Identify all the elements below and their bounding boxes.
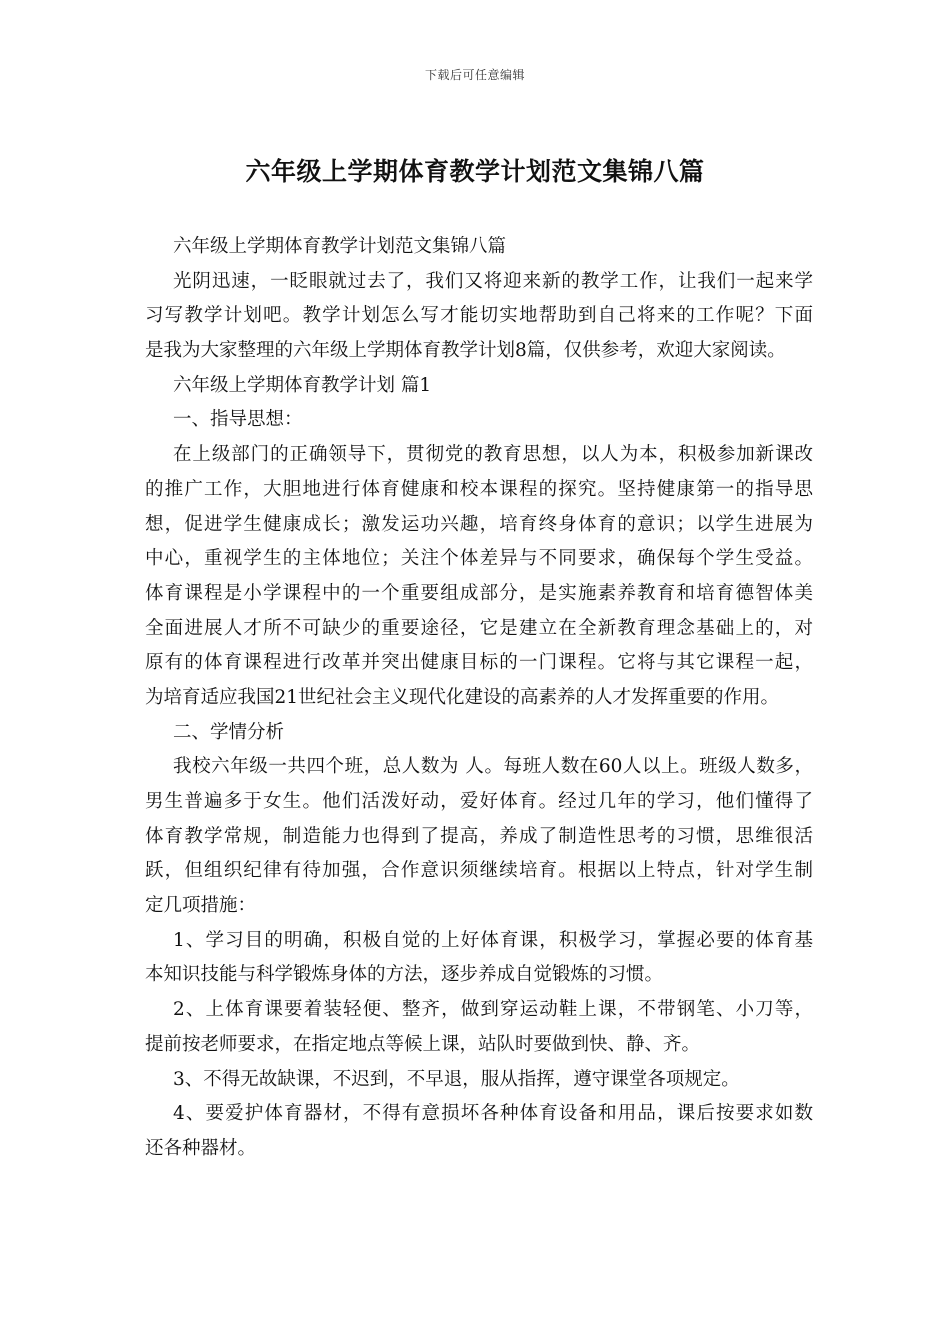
paragraph-line: 为培育适应我国21世纪社会主义现代化建设的高素养的人才发挥重要的作用。 [145, 686, 780, 708]
list-item-line: 本知识技能与科学锻炼身体的方法，逐步养成自觉锻炼的习惯。 [145, 964, 664, 986]
section-heading: 一、指导思想： [173, 409, 303, 431]
paragraph-line: 在上级部门的正确领导下，贯彻党的教育思想，以人为本，积极参加新课改 [173, 444, 813, 466]
section-heading: 二、学情分析 [173, 721, 285, 743]
paragraph-line: 体育教学常规，制造能力也得到了提高，养成了制造性思考的习惯，思维很活 [145, 825, 813, 847]
section-heading: 六年级上学期体育教学计划 篇1 [173, 374, 432, 396]
paragraph-line: 原有的体育课程进行改革并突出健康目标的一门课程。它将与其它课程一起， [145, 652, 813, 674]
paragraph-line: 我校六年级一共四个班，总人数为 人。每班人数在60人以上。班级人数多， [173, 756, 813, 778]
subtitle-line: 六年级上学期体育教学计划范文集锦八篇 [173, 236, 507, 257]
list-item-line: 提前按老师要求，在指定地点等候上课，站队时要做到快、静、齐。 [145, 1033, 701, 1055]
paragraph-line: 的推广工作，大胆地进行体育健康和校本课程的探究。坚持健康第一的指导思 [145, 478, 813, 500]
paragraph-line: 习写教学计划吧。教学计划怎么写才能切实地帮助到自己将来的工作呢？下面 [145, 305, 813, 327]
list-item-line: 还各种器材。 [145, 1137, 257, 1159]
paragraph-line: 想，促进学生健康成长；激发运功兴趣，培育终身体育的意识；以学生进展为 [145, 513, 813, 535]
document-body [145, 230, 813, 1167]
list-item-line: 4、要爱护体育器材，不得有意损坏各种体育设备和用品，课后按要求如数 [173, 1103, 813, 1125]
header-note: 下载后可任意编辑 [424, 68, 525, 82]
list-item-line: 2、上体育课要着装轻便、整齐，做到穿运动鞋上课，不带钢笔、小刀等， [173, 999, 813, 1021]
list-item-line: 3、不得无故缺课，不迟到，不早退，服从指挥，遵守课堂各项规定。 [173, 1068, 740, 1090]
list-item-line: 1、学习目的明确，积极自觉的上好体育课，积极学习，掌握必要的体育基 [173, 929, 813, 951]
paragraph-line: 体育课程是小学课程中的一个重要组成部分，是实施素养教育和培育德智体美 [145, 582, 813, 604]
paragraph-line: 是我为大家整理的六年级上学期体育教学计划8篇，仅供参考，欢迎大家阅读。 [145, 340, 786, 362]
paragraph-line: 光阴迅速，一眨眼就过去了，我们又将迎来新的教学工作，让我们一起来学 [173, 270, 813, 292]
paragraph-line: 定几项措施： [145, 895, 257, 917]
document-title: 六年级上学期体育教学计划范文集锦八篇 [245, 157, 705, 186]
paragraph-line: 男生普遍多于女生。他们活泼好动，爱好体育。经过几年的学习，他们懂得了 [145, 791, 813, 812]
paragraph-line: 中心，重视学生的主体地位；关注个体差异与不同要求，确保每个学生受益。 [145, 548, 813, 570]
paragraph-line: 跃，但组织纪律有待加强，合作意识须继续培育。根据以上特点，针对学生制 [145, 860, 813, 882]
paragraph-line: 全面进展人才所不可缺少的重要途径，它是建立在全新教育理念基础上的，对 [145, 617, 813, 639]
